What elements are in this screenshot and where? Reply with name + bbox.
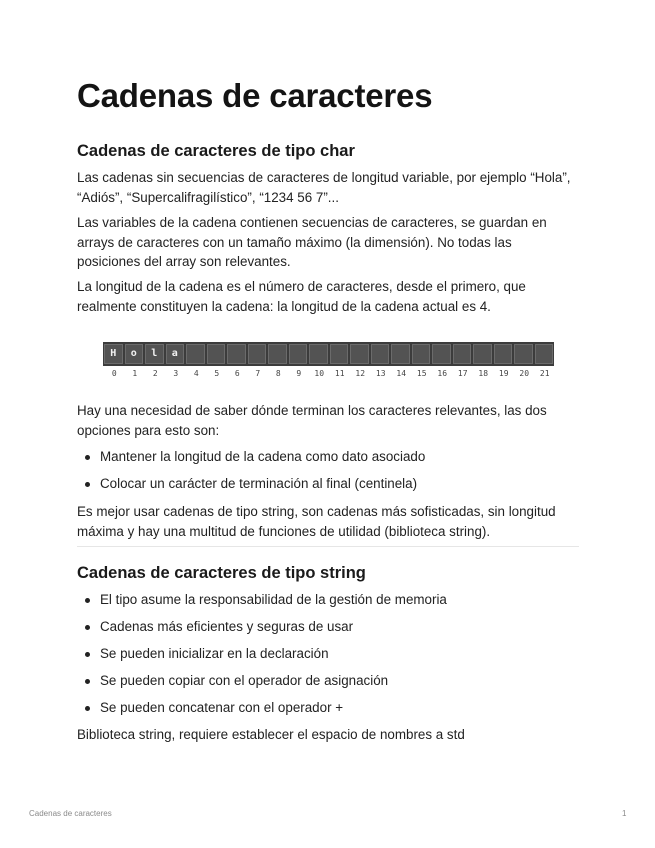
- array-index: 16: [437, 369, 448, 378]
- paragraph-closing-char: Es mejor usar cadenas de tipo string, son cadenas más sofisticadas, sin longitud máxima y hay una multitud de funciones de utilidad (biblioteca string).: [77, 504, 556, 539]
- page-title: Cadenas de caracteres: [77, 77, 433, 114]
- list-item: Cadenas más eficientes y seguras de usar: [77, 617, 577, 636]
- list-item: Se pueden copiar con el operador de asignación: [77, 671, 577, 690]
- paragraph-length: La longitud de la cadena es el número de caracteres, desde el primero, que realmente constituyen la cadena: la longitud de la cadena actual es 4.: [77, 279, 526, 314]
- array-index: 20: [519, 369, 530, 378]
- array-index: 0: [111, 369, 117, 378]
- array-index: 21: [539, 369, 550, 378]
- array-cell: [268, 344, 287, 364]
- footer-page-number: 1: [622, 809, 627, 818]
- section-heading-char: Cadenas de caracteres de tipo char: [77, 142, 355, 160]
- array-index: 6: [234, 369, 240, 378]
- list-item: El tipo asume la responsabilidad de la gestión de memoria: [77, 590, 577, 609]
- array-index: 19: [498, 369, 509, 378]
- array-cell: [186, 344, 205, 364]
- array-cell: a: [166, 344, 185, 364]
- paragraph-need: Hay una necesidad de saber dónde terminan los caracteres relevantes, las dos opciones para esto son:: [77, 403, 547, 438]
- array-cell: [207, 344, 226, 364]
- bullet-list-string: [77, 590, 577, 717]
- array-cell: [289, 344, 308, 364]
- array-cell: [350, 344, 369, 364]
- char-array-indices: [103, 369, 555, 379]
- array-cell: o: [125, 344, 144, 364]
- array-index: 9: [296, 369, 302, 378]
- array-index: 17: [457, 369, 468, 378]
- array-index: 4: [193, 369, 199, 378]
- array-index: 5: [214, 369, 220, 378]
- array-index: 14: [396, 369, 407, 378]
- array-cell: [432, 344, 451, 364]
- array-index: 8: [275, 369, 281, 378]
- array-cell: [473, 344, 492, 364]
- section-divider: [77, 546, 579, 547]
- char-array-cells: [103, 342, 554, 366]
- array-cell: [453, 344, 472, 364]
- array-index: 3: [173, 369, 179, 378]
- array-index: 15: [416, 369, 427, 378]
- array-index: 1: [132, 369, 138, 378]
- array-cell: [371, 344, 390, 364]
- list-item: Se pueden concatenar con el operador +: [77, 698, 577, 717]
- bullet-list-char: [77, 447, 577, 493]
- array-cell: [391, 344, 410, 364]
- char-array-figure: [103, 342, 558, 382]
- array-index: 11: [334, 369, 345, 378]
- array-cell: l: [145, 344, 164, 364]
- array-index: 2: [152, 369, 158, 378]
- array-cell: [494, 344, 513, 364]
- list-item: Mantener la longitud de la cadena como dato asociado: [77, 447, 577, 466]
- array-index: 7: [255, 369, 261, 378]
- array-cell: [227, 344, 246, 364]
- paragraph-closing-string: Biblioteca string, requiere establecer el espacio de nombres a std: [77, 727, 465, 742]
- array-cell: [412, 344, 431, 364]
- list-item: Se pueden inicializar en la declaración: [77, 644, 577, 663]
- array-cell: H: [104, 344, 123, 364]
- list-item: Colocar un carácter de terminación al final (centinela): [77, 474, 577, 493]
- paragraph-variables: Las variables de la cadena contienen secuencias de caracteres, se guardan en arrays de caracteres con un tamaño máximo (la dimensión). No todas las posiciones del array son relevantes.: [77, 215, 547, 269]
- array-index: 13: [375, 369, 386, 378]
- array-cell: [330, 344, 349, 364]
- section-heading-string: Cadenas de caracteres de tipo string: [77, 564, 366, 582]
- array-index: 18: [478, 369, 489, 378]
- paragraph-intro: Las cadenas sin secuencias de caracteres de longitud variable, por ejemplo “Hola”, “Adiós”, “Supercalifragilístico”, “1234 56 7”...: [77, 170, 571, 205]
- array-cell: [309, 344, 328, 364]
- array-cell: [535, 344, 554, 364]
- array-index: 12: [355, 369, 366, 378]
- array-index: 10: [314, 369, 325, 378]
- array-cell: [248, 344, 267, 364]
- footer-document-title: Cadenas de caracteres: [29, 809, 112, 818]
- array-cell: [514, 344, 533, 364]
